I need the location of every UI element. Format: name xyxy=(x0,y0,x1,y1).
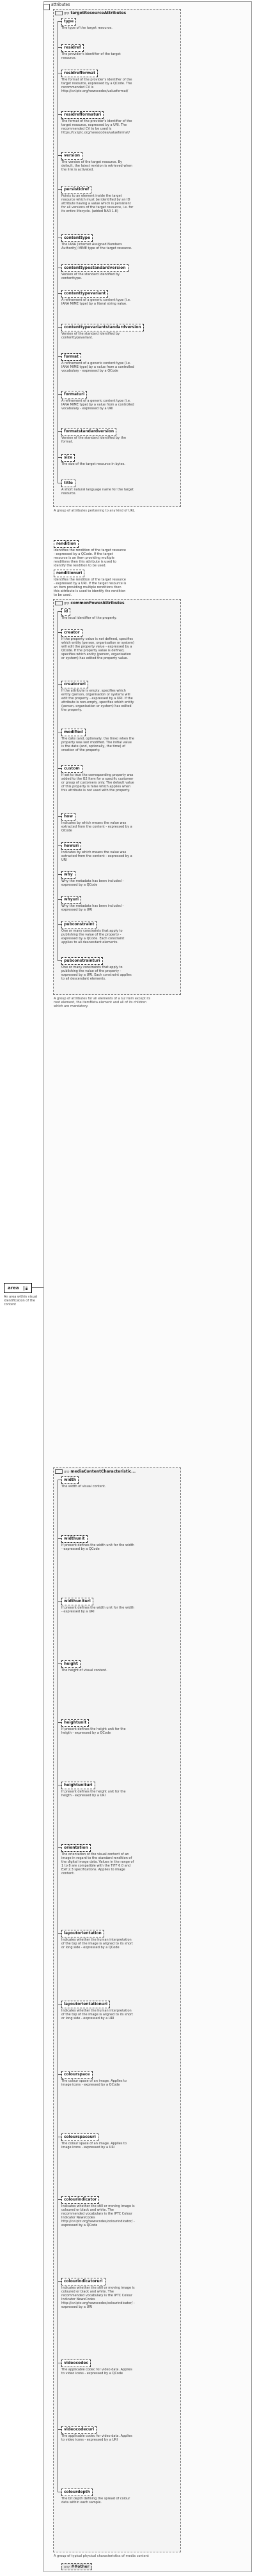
attribute-colourindicatoruri[interactable] xyxy=(61,2278,135,2309)
attribute-creatoruri[interactable] xyxy=(61,681,135,712)
attribute-name[interactable]: residref xyxy=(61,44,84,52)
group-header[interactable]: grp mediaContentCharacteristic... xyxy=(55,1469,136,1474)
attribute-description: Version of the standard identified by the format. xyxy=(61,436,127,444)
attribute-description: If set to true the corresponding property was added to the G2 Item for a specific customer or group of customers only. The default value of this property is false which applies when this attribute is not used with the property. xyxy=(61,773,134,793)
attribute-description: If present defines the width unit for the width - expressed by a QCode xyxy=(61,1543,134,1552)
group-description: A group of attributes pertaining to any kind of URL xyxy=(54,509,135,513)
attribute-name[interactable]: widthunit xyxy=(61,1535,88,1543)
attribute-colourspaceuri[interactable] xyxy=(61,2133,135,2149)
attribute-widthunituri[interactable] xyxy=(61,1598,135,1614)
attribute-layoutorientationuri[interactable] xyxy=(61,2001,135,2020)
attribute-description: One or many constraints that apply to publishing the value of the property - expressed by a URI. Each constraint applies to all descendant elements. xyxy=(61,965,132,981)
attribute-description: If present defines the height unit for the heigth - expressed by a QCode xyxy=(61,1727,126,1736)
attribute-contenttypevariant[interactable] xyxy=(61,290,135,306)
attribute-name[interactable]: width xyxy=(61,1476,79,1484)
attribute-name[interactable]: layoutorientationuri xyxy=(61,2001,110,2008)
attribute-description: Identifies the rendition of the target resource - expressed by a QCode. If the target resource is an item providing multiple renditions then this attribute is used to identify the rendition to be used. xyxy=(54,549,127,568)
attribute-name[interactable]: colourindicatoruri xyxy=(61,2278,105,2285)
item-connector xyxy=(58,960,61,961)
attribute-description: The colour space of an image. Applies to image icons - expressed by a URI xyxy=(61,2141,127,2149)
group-icon xyxy=(55,11,63,15)
attribute-description: One or many constraints that apply to publishing the value of the property - expressed by a QCode. Each constraint applies to all descendant elements. xyxy=(61,928,125,944)
sequence-icon xyxy=(24,1286,29,1291)
attribute-width[interactable] xyxy=(61,1476,135,1489)
attribute-name[interactable]: contenttypevariant xyxy=(61,290,108,298)
attribute-formatstandardversion[interactable] xyxy=(61,428,135,444)
attribute-format[interactable] xyxy=(61,353,135,373)
attribute-description: The size of the target resource in bytes. xyxy=(61,462,125,466)
attribute-description: Why the metadata has been included - expressed by a QCode xyxy=(61,879,124,887)
attribute-residrefformaturi[interactable] xyxy=(61,111,135,135)
attribute-version[interactable] xyxy=(61,152,135,172)
attribute-description: Points to an element inside the target resource which must be identified by an ID attribute having a value which is persistent for all versions of the target resource, i.e. for its entire lifecycle. (added NAR 1.8) xyxy=(61,193,134,213)
attribute-colourdepth[interactable] xyxy=(61,2489,135,2504)
attribute-name[interactable]: title xyxy=(61,480,75,487)
attribute-description: The format of the provider's identifier of the target resource, expressed by a URI. The recommended CV to be used is https://cv.iptc.org/newscodes/valueformat/ xyxy=(61,119,132,135)
attribute-name[interactable]: colourdepth xyxy=(61,2489,93,2496)
attribute-description: A short natural language name for the target resource. xyxy=(61,488,134,496)
attribute-whyuri[interactable] xyxy=(61,896,135,912)
attribute-name[interactable]: size xyxy=(61,454,75,462)
attribute-name[interactable]: howuri xyxy=(61,842,81,850)
attribute-name[interactable]: residrefformaturi xyxy=(61,111,104,119)
attribute-name[interactable]: formatstandardversion xyxy=(61,428,116,436)
attribute-layoutorientation[interactable] xyxy=(61,1930,135,1950)
group-icon xyxy=(55,601,63,605)
root-connector xyxy=(32,1287,43,1288)
attribute-name[interactable]: widthunituri xyxy=(61,1598,93,1605)
attribute-description: If present defines the height unit for the heigth - expressed by a URI xyxy=(61,1790,126,1798)
group-name: commonPowerAttributes xyxy=(70,601,125,605)
root-element-box[interactable] xyxy=(4,1283,32,1293)
attribute-description: Version of the standard identified by contenttypevariant. xyxy=(61,331,120,340)
attribute-description: The IANA (Internet Assigned Numbers Authority) MIME type of the target resource. xyxy=(61,243,132,251)
attribute-name[interactable]: videocodecuri xyxy=(61,2426,97,2434)
attribute-heightunituri[interactable] xyxy=(61,1782,135,1798)
attribute-description: The local identifier of the property. xyxy=(61,616,117,620)
attribute-name[interactable]: height xyxy=(61,1660,81,1668)
root-element-description: An area within visual identification of the content xyxy=(4,1295,38,1307)
attribute-name[interactable]: custom xyxy=(61,765,82,773)
attribute-name[interactable]: persistidref xyxy=(61,186,91,193)
attribute-name[interactable]: format xyxy=(61,353,81,361)
attribute-description: The format of the provider's identifier of the target resource, expressed by a QCode. The recommended CV is http://cv.iptc.org/newscodes/valueformat/ xyxy=(61,78,132,94)
attribute-description: The height of visual content. xyxy=(61,1669,107,1673)
attribute-contenttypevariantstandardversion[interactable] xyxy=(61,324,144,340)
attribute-videocodecuri[interactable] xyxy=(61,2426,135,2442)
attribute-persistidref[interactable] xyxy=(61,186,135,213)
attribute-id[interactable] xyxy=(61,608,135,620)
attribute-description: The provider's identifier of the target resource. xyxy=(61,52,121,60)
attribute-heightunit[interactable] xyxy=(61,1719,135,1735)
attribute-description: Version of the standard identified by contenttype. xyxy=(61,272,120,280)
attribute-description: Indicates by which means the value was extracted from the content - expressed by a QCode xyxy=(61,821,132,833)
attribute-name[interactable]: videocodec xyxy=(61,2360,91,2367)
attribute-name[interactable]: how xyxy=(61,813,75,821)
attribute-description: Indicates whether the still or moving image is coloured or black and white. The recommended vocabulary is the IPTC Colour Indicator NewsCodes http://cv.iptc.org/newscodes/colourindicator/ - expressed by a QCode xyxy=(61,2204,135,2227)
attribute-height[interactable] xyxy=(61,1660,135,1672)
attribute-pubconstraint[interactable] xyxy=(61,921,135,944)
attribute-why[interactable] xyxy=(61,871,135,887)
attribute-description: The version of the target resource. By default, the latest revision is retrieved when the link is activated. xyxy=(61,160,132,172)
attribute-name[interactable]: contenttypestandardversion xyxy=(61,264,128,272)
attribute-name[interactable]: heightunituri xyxy=(61,1782,95,1789)
attribute-name[interactable]: formaturi xyxy=(61,391,87,398)
attribute-renditionuri[interactable] xyxy=(54,570,127,597)
collapse-icon[interactable] xyxy=(43,4,50,10)
attribute-description: The type of the target resource. xyxy=(61,26,113,30)
attribute-name[interactable]: pubconstrainturi xyxy=(61,957,103,965)
attribute-rendition[interactable] xyxy=(54,540,127,568)
attribute-how[interactable] xyxy=(61,813,135,833)
attribute-formaturi[interactable] xyxy=(61,391,135,411)
attribute-name[interactable]: residrefformat xyxy=(61,70,98,77)
attribute-name[interactable]: contenttypevariantstandardversion xyxy=(61,324,144,331)
attribute-description: Indicates whether the human interpretation of the top of the image is aligned to its short or long side - expressed by a URI xyxy=(61,2008,133,2020)
attribute-name[interactable]: renditionuri xyxy=(54,570,84,577)
attribute-videocodec[interactable] xyxy=(61,2360,135,2375)
attribute-name[interactable]: colourspaceuri xyxy=(61,2133,98,2141)
attribute-colourspace[interactable] xyxy=(61,2071,135,2087)
attributes-label: attributes xyxy=(51,3,70,7)
attribute-name[interactable]: type xyxy=(61,18,76,26)
attribute-contenttypestandardversion[interactable] xyxy=(61,264,135,280)
attribute-modified[interactable] xyxy=(61,729,135,752)
attribute-name[interactable]: whyuri xyxy=(61,896,81,904)
attribute-description: Indicates whether the still or moving image is coloured or black and white. The recommended vocabulary is the IPTC Colour Indicator NewsCodes http://cv.iptc.org/newscodes/colourindicator/ - expressed by a URI xyxy=(61,2285,135,2309)
group-description: A group of attributes for all elements of a G2 Item except its root element, the itemMeta element and all of its children which are mandatory. xyxy=(54,997,151,1008)
attribute-name[interactable]: version xyxy=(61,152,82,160)
attribute-residref[interactable] xyxy=(61,44,135,60)
attribute-name[interactable]: colourspace xyxy=(61,2071,93,2079)
attribute-description: The applicable codec for video data. Applies to video icons - expressed by a QCode xyxy=(61,2367,132,2375)
attribute-howuri[interactable] xyxy=(61,842,135,862)
attribute-name[interactable]: orientation xyxy=(61,1844,91,1852)
attribute-description: If the attribute is empty, specifies which entity (person, organisation or system) will edit the property - expressed by a URI. If the attribute is non-empty, specifies which entity (person, organisation or system) has edited the property. xyxy=(61,689,134,713)
any-other-attribute[interactable]: any ##other xyxy=(61,2563,92,2570)
attribute-name[interactable]: id xyxy=(61,608,70,616)
attribute-name[interactable]: why xyxy=(61,871,75,879)
attribute-name[interactable]: colourindicator xyxy=(61,2196,99,2204)
attribute-description: The applicable codec for video data. Applies to video icons - expressed by a URI xyxy=(61,2434,132,2442)
attribute-name[interactable]: contenttype xyxy=(61,234,93,242)
attribute-name[interactable]: creatoruri xyxy=(61,681,88,688)
attribute-size[interactable] xyxy=(61,454,135,466)
attribute-type[interactable] xyxy=(61,18,135,30)
attribute-name[interactable]: modified xyxy=(61,729,86,736)
group-header[interactable]: grp commonPowerAttributes xyxy=(55,601,125,605)
attribute-description: The date (and, optionally, the time) when the property was last modified. The initial value is the date (and, optionally, the time) of creation of the property. xyxy=(61,737,135,753)
attribute-colourindicator[interactable] xyxy=(61,2196,135,2227)
attribute-custom[interactable] xyxy=(61,765,135,792)
attribute-description: Indicates whether the human interpretation of the top of the image is aligned to its short or long side - expressed by a QCode xyxy=(61,1938,133,1950)
attribute-residrefformat[interactable] xyxy=(61,70,135,93)
group-icon xyxy=(55,1469,63,1474)
attribute-orientation[interactable] xyxy=(61,1844,135,1875)
attribute-title[interactable] xyxy=(61,480,135,496)
attribute-description: Indicates by which means the value was extracted from the content - expressed by a URI xyxy=(61,850,132,862)
root-element-name: area xyxy=(8,1285,19,1291)
attribute-description: Why the metadata has been included - expressed by a URI xyxy=(61,904,124,912)
attribute-description: If present defines the width unit for the width - expressed by a URI xyxy=(61,1606,134,1614)
group-header[interactable]: grp targetResourceAttributes xyxy=(55,11,126,15)
group-name: targetResourceAttributes xyxy=(70,11,127,15)
group-description: A group of typical physical characteristics of media content xyxy=(54,2554,149,2558)
attribute-description: A refinement of a generic content type (i.e. IANA MIME type) by a value from a controlled vocabulary - expressed by a QCode xyxy=(61,361,134,374)
attribute-description: A refinement of a generic content type (i.e. IANA MIME type) by a value from a controlled vocabulary - expressed by a URI xyxy=(61,398,134,411)
attribute-name[interactable]: rendition xyxy=(54,540,79,548)
attribute-description: A refinement of a generic content type (i.e. IANA MIME type) by a literal string value. xyxy=(61,298,131,307)
attribute-description: The width of visual content. xyxy=(61,1485,106,1489)
attribute-description: Identifies the rendition of the target resource - expressed by a URI. If the target resource is an item providing multiple renditions then this attribute is used to identify the rendition to be used. xyxy=(54,578,127,597)
attribute-name[interactable]: layoutorientation xyxy=(61,1930,104,1937)
attribute-contenttype[interactable] xyxy=(61,234,135,250)
attribute-pubconstrainturi[interactable] xyxy=(61,957,135,981)
attribute-name[interactable]: pubconstraint xyxy=(61,921,97,928)
attribute-description: If the property value is not defined, specifies which entity (person, organisation or system) will edit the property value - expressed by a QCode. If the property value is defined, specifies which entity (person, organisation or system) has edited the property value. xyxy=(61,637,134,661)
group-name: mediaContentCharacteristic... xyxy=(70,1469,136,1474)
attribute-description: The orientation of the visual content of an image in regard to the standard rendition of the digital image data. Values in the range of 1 to 8 are compatible with the TIFF 6.0 and Exif 2.3 specifications. Applies to image content. xyxy=(61,1852,134,1876)
attribute-widthunit[interactable] xyxy=(61,1535,135,1551)
attribute-description: The colour space of an image. Applies to image icons - expressed by a QCode xyxy=(61,2079,127,2087)
attribute-name[interactable]: heightunit xyxy=(61,1719,89,1727)
attribute-description: The bit depth defining the spread of colour data within each sample. xyxy=(61,2496,130,2504)
attribute-name[interactable]: creator xyxy=(61,629,82,637)
attribute-creator[interactable] xyxy=(61,629,135,660)
